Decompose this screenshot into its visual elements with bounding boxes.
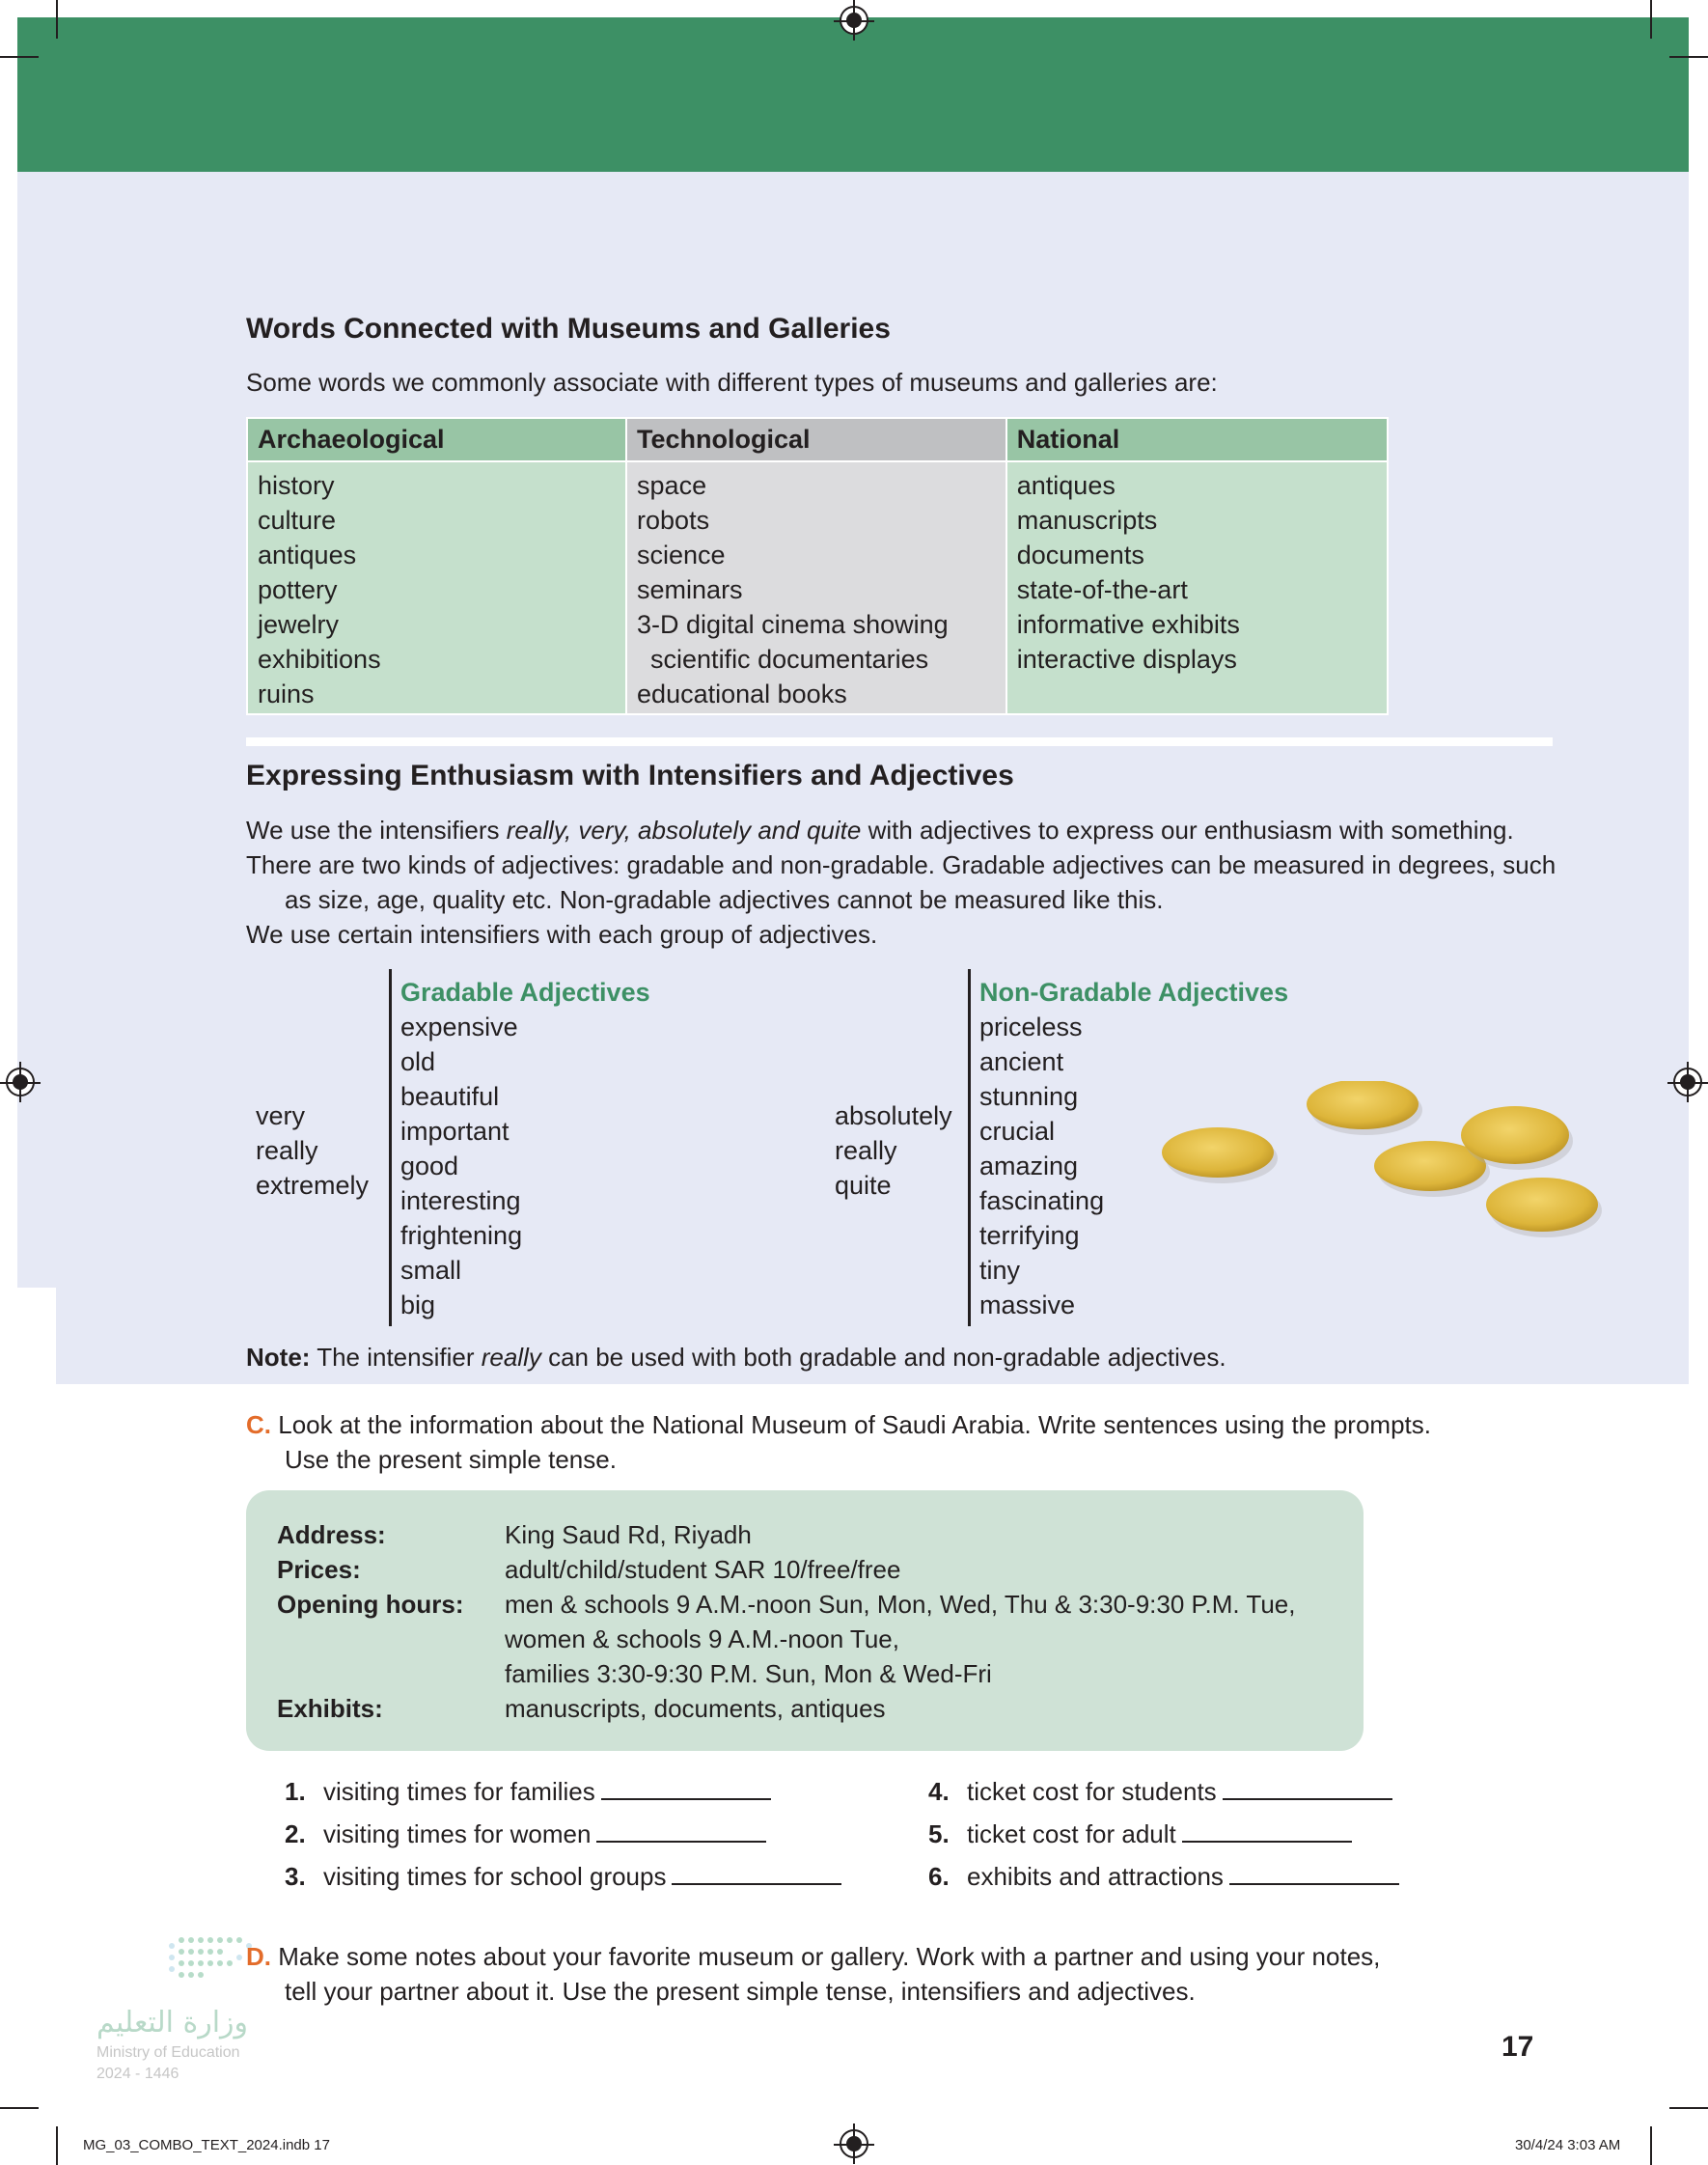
list-item: antiques bbox=[1016, 471, 1116, 500]
registration-mark-icon bbox=[6, 1068, 35, 1096]
crop-mark bbox=[0, 2107, 39, 2109]
info-label: Address: bbox=[277, 1520, 386, 1549]
list-item: ancient bbox=[979, 1047, 1064, 1076]
list-item: amazing bbox=[979, 1152, 1079, 1180]
prompt-number: 4. bbox=[928, 1777, 950, 1806]
prompt-item bbox=[285, 1859, 841, 1894]
info-label: Prices: bbox=[277, 1555, 361, 1584]
column-divider bbox=[389, 969, 392, 1326]
museum-info-box bbox=[246, 1490, 1364, 1751]
info-value: families 3:30-9:30 P.M. Sun, Mon & Wed-Fri bbox=[505, 1659, 992, 1688]
prompt-item bbox=[928, 1817, 1352, 1851]
answer-blank[interactable] bbox=[596, 1819, 766, 1843]
list-item: seminars bbox=[637, 575, 743, 604]
intensifier-explanation-line-2: There are two kinds of adjectives: gradable and non-gradable. Gradable adjectives can be measured in degrees, such bbox=[246, 850, 1556, 879]
answer-blank[interactable] bbox=[1229, 1862, 1399, 1885]
column-divider bbox=[968, 969, 971, 1326]
intensifier: extremely bbox=[256, 1171, 370, 1200]
crop-mark bbox=[1669, 2107, 1708, 2109]
crop-mark bbox=[1669, 56, 1708, 58]
answer-blank[interactable] bbox=[1182, 1819, 1352, 1843]
list-item: good bbox=[400, 1152, 459, 1180]
text-span: The intensifier bbox=[310, 1343, 482, 1372]
archaeological-words bbox=[247, 461, 626, 714]
coin-icon bbox=[1162, 1127, 1278, 1183]
list-item: massive bbox=[979, 1291, 1076, 1319]
exercise-c-instruction bbox=[246, 1407, 1431, 1442]
answer-blank[interactable] bbox=[672, 1862, 841, 1885]
section-divider bbox=[246, 737, 1553, 746]
text-span: We use the intensifiers bbox=[246, 816, 507, 845]
exercise-c-instruction-2: Use the present simple tense. bbox=[285, 1445, 617, 1474]
info-value: women & schools 9 A.M.-noon Tue, bbox=[505, 1624, 899, 1653]
crop-mark bbox=[0, 56, 39, 58]
info-label: Opening hours: bbox=[277, 1590, 464, 1619]
info-address bbox=[277, 1517, 752, 1552]
section-title-museum-words: Words Connected with Museums and Galleries bbox=[246, 313, 891, 345]
note-italic: really bbox=[481, 1343, 541, 1372]
info-label: Exhibits: bbox=[277, 1694, 383, 1723]
list-item: interesting bbox=[400, 1186, 521, 1215]
exercise-d-instruction-2: tell your partner about it. Use the present simple tense, intensifiers and adjectives. bbox=[285, 1977, 1196, 2006]
prompt-text: exhibits and attractions bbox=[967, 1862, 1224, 1891]
intensifier-explanation-line-1 bbox=[246, 813, 1514, 847]
table-header-row bbox=[247, 418, 1388, 461]
column-header-national: National bbox=[1006, 418, 1388, 461]
info-value: men & schools 9 A.M.-noon Sun, Mon, Wed, Thu & 3:30-9:30 P.M. Tue, bbox=[505, 1590, 1296, 1619]
list-item: robots bbox=[637, 506, 710, 535]
list-item: state-of-the-art bbox=[1016, 575, 1188, 604]
list-item: interactive displays bbox=[1016, 645, 1237, 674]
exercise-label-d: D. bbox=[246, 1942, 271, 1971]
print-slug-date: 30/4/24 3:03 AM bbox=[1515, 2137, 1621, 2153]
exercise-d-instruction bbox=[246, 1939, 1380, 1974]
page-number: 17 bbox=[1501, 2031, 1534, 2063]
exercise-label-c: C. bbox=[246, 1410, 271, 1439]
prompt-text: ticket cost for students bbox=[967, 1777, 1217, 1806]
prompt-number: 6. bbox=[928, 1862, 950, 1891]
list-item: important bbox=[400, 1117, 510, 1146]
info-value: King Saud Rd, Riyadh bbox=[505, 1520, 752, 1549]
museum-words-table bbox=[246, 417, 1389, 715]
non-gradable-intensifiers bbox=[835, 1098, 952, 1203]
text-span: with adjectives to express our enthusiasm with something. bbox=[861, 816, 1514, 845]
prompt-number: 3. bbox=[285, 1862, 306, 1891]
intensifier: quite bbox=[835, 1171, 892, 1200]
info-hours bbox=[277, 1587, 1295, 1622]
note bbox=[246, 1340, 1226, 1374]
list-item: small bbox=[400, 1256, 462, 1285]
list-item: pottery bbox=[258, 575, 338, 604]
list-item: history bbox=[258, 471, 335, 500]
prompt-number: 1. bbox=[285, 1777, 306, 1806]
intensifier: very bbox=[256, 1101, 306, 1130]
crop-mark bbox=[56, 2126, 58, 2165]
text-span: Make some notes about your favorite museum or gallery. Work with a partner and using your notes, bbox=[278, 1942, 1381, 1971]
prompt-item bbox=[285, 1817, 766, 1851]
text-span: can be used with both gradable and non-gradable adjectives. bbox=[540, 1343, 1226, 1372]
gradable-intensifiers bbox=[256, 1098, 369, 1203]
header-band bbox=[17, 17, 1689, 172]
list-item: priceless bbox=[979, 1013, 1083, 1041]
national-words bbox=[1006, 461, 1388, 714]
table-row bbox=[247, 461, 1388, 714]
list-item: antiques bbox=[258, 541, 357, 569]
column-header-technological: Technological bbox=[626, 418, 1006, 461]
list-item: 3-D digital cinema showing bbox=[637, 610, 949, 639]
list-item: jewelry bbox=[258, 610, 340, 639]
prompt-text: visiting times for women bbox=[323, 1819, 592, 1848]
info-prices bbox=[277, 1552, 900, 1587]
list-item: ruins bbox=[258, 680, 315, 708]
list-item: documents bbox=[1016, 541, 1144, 569]
prompt-item bbox=[928, 1774, 1392, 1809]
prompt-text: visiting times for families bbox=[323, 1777, 595, 1806]
list-item: crucial bbox=[979, 1117, 1056, 1146]
intensifier: really bbox=[256, 1136, 318, 1165]
registration-mark-icon bbox=[840, 6, 868, 35]
answer-blank[interactable] bbox=[601, 1777, 771, 1800]
list-item: manuscripts bbox=[1016, 506, 1158, 535]
text-span: Look at the information about the National Museum of Saudi Arabia. Write sentences using the prompts. bbox=[278, 1410, 1431, 1439]
crop-mark bbox=[1650, 0, 1652, 39]
info-value: adult/child/student SAR 10/free/free bbox=[505, 1555, 901, 1584]
info-hours-3 bbox=[277, 1656, 992, 1691]
non-gradable-header: Non-Gradable Adjectives bbox=[979, 978, 1289, 1007]
prompt-number: 5. bbox=[928, 1819, 950, 1848]
gradable-adjectives-list bbox=[400, 975, 650, 1322]
list-item: tiny bbox=[979, 1256, 1021, 1285]
list-item: stunning bbox=[979, 1082, 1079, 1111]
list-item: science bbox=[637, 541, 726, 569]
list-item: fascinating bbox=[979, 1186, 1105, 1215]
ministry-name-arabic: وزارة التعليم bbox=[96, 2006, 249, 2040]
list-item: space bbox=[637, 471, 707, 500]
answer-blank[interactable] bbox=[1223, 1777, 1392, 1800]
crop-mark bbox=[1650, 2126, 1652, 2165]
coin-icon bbox=[1307, 1081, 1422, 1135]
list-item: culture bbox=[258, 506, 337, 535]
list-item: beautiful bbox=[400, 1082, 500, 1111]
list-item: exhibitions bbox=[258, 645, 381, 674]
gold-coins-illustration bbox=[1158, 1081, 1621, 1264]
intensifier-list: really, very, absolutely and quite bbox=[506, 816, 862, 845]
info-hours-2 bbox=[277, 1622, 899, 1656]
info-exhibits bbox=[277, 1691, 886, 1726]
list-item: terrifying bbox=[979, 1221, 1080, 1250]
prompt-item bbox=[928, 1859, 1399, 1894]
list-item: frightening bbox=[400, 1221, 523, 1250]
prompt-item bbox=[285, 1774, 771, 1809]
section-title-intensifiers: Expressing Enthusiasm with Intensifiers and Adjectives bbox=[246, 760, 1014, 791]
list-item: scientific documentaries bbox=[650, 645, 929, 674]
registration-mark-icon bbox=[840, 2129, 868, 2158]
list-item: big bbox=[400, 1291, 436, 1319]
ministry-name-english: Ministry of Education bbox=[96, 2044, 240, 2061]
registration-mark-icon bbox=[1673, 1068, 1702, 1096]
list-item: old bbox=[400, 1047, 436, 1076]
print-slug-file: MG_03_COMBO_TEXT_2024.indb 17 bbox=[83, 2137, 330, 2153]
column-header-archaeological: Archaeological bbox=[247, 418, 626, 461]
crop-mark bbox=[56, 0, 58, 39]
list-item: educational books bbox=[637, 680, 847, 708]
intensifier: really bbox=[835, 1136, 897, 1165]
note-label: Note: bbox=[246, 1343, 311, 1372]
intensifier-explanation-line-3: as size, age, quality etc. Non-gradable adjectives cannot be measured like this. bbox=[285, 885, 1164, 914]
list-item: expensive bbox=[400, 1013, 518, 1041]
coin-icon bbox=[1486, 1178, 1602, 1237]
info-value: manuscripts, documents, antiques bbox=[505, 1694, 886, 1723]
list-item: informative exhibits bbox=[1016, 610, 1240, 639]
technological-words bbox=[626, 461, 1006, 714]
gradable-header: Gradable Adjectives bbox=[400, 978, 650, 1007]
intensifier: absolutely bbox=[835, 1101, 952, 1130]
prompt-number: 2. bbox=[285, 1819, 306, 1848]
intensifier-explanation-line-4: We use certain intensifiers with each group of adjectives. bbox=[246, 920, 878, 949]
prompt-text: ticket cost for adult bbox=[967, 1819, 1176, 1848]
prompt-text: visiting times for school groups bbox=[323, 1862, 667, 1891]
section-intro: Some words we commonly associate with different types of museums and galleries are: bbox=[246, 368, 1218, 397]
ministry-year: 2024 - 1446 bbox=[96, 2066, 179, 2082]
